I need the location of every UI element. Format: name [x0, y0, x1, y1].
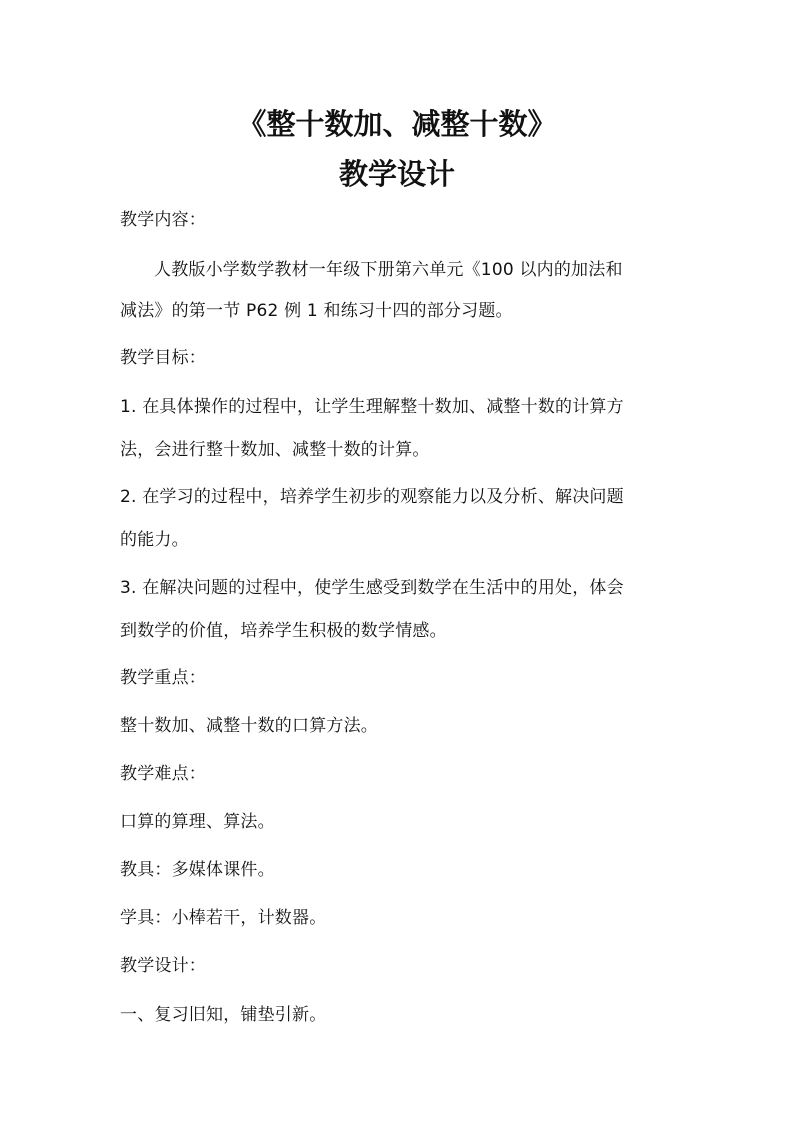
content-paragraph-line: 人教版小学数学教材一年级下册第六单元《100 以内的加法和 — [154, 260, 623, 280]
content-paragraph-line: 减法》的第一节 P62 例 1 和练习十四的部分习题。 — [120, 301, 513, 321]
document-subtitle: 教学设计 — [338, 157, 455, 191]
section-heading-key-points: 教学重点： — [120, 668, 206, 688]
section-heading-content: 教学内容： — [120, 210, 206, 230]
objective-line: 到数学的价值，培养学生积极的数学情感。 — [120, 621, 447, 641]
document-title: 《整十数加、减整十数》 — [237, 107, 557, 141]
objective-line: 2. 在学习的过程中，培养学生初步的观察能力以及分析、解决问题 — [120, 487, 624, 507]
key-points-text: 整十数加、减整十数的口算方法。 — [120, 716, 378, 736]
objective-line: 法，会进行整十数加、减整十数的计算。 — [120, 440, 430, 460]
learning-aids-text: 学具：小棒若干，计数器。 — [120, 908, 327, 928]
objective-line: 1. 在具体操作的过程中，让学生理解整十数加、减整十数的计算方 — [120, 397, 624, 417]
objective-line: 的能力。 — [120, 530, 189, 550]
design-step-one: 一、复习旧知，铺垫引新。 — [120, 1005, 327, 1025]
objective-line: 3. 在解决问题的过程中，使学生感受到数学在生活中的用处，体会 — [120, 578, 624, 598]
teaching-aids-text: 教具：多媒体课件。 — [120, 860, 275, 880]
section-heading-design: 教学设计： — [120, 956, 206, 976]
section-heading-difficulties: 教学难点： — [120, 764, 206, 784]
section-heading-objectives: 教学目标： — [120, 348, 206, 368]
difficulties-text: 口算的算理、算法。 — [120, 812, 275, 832]
